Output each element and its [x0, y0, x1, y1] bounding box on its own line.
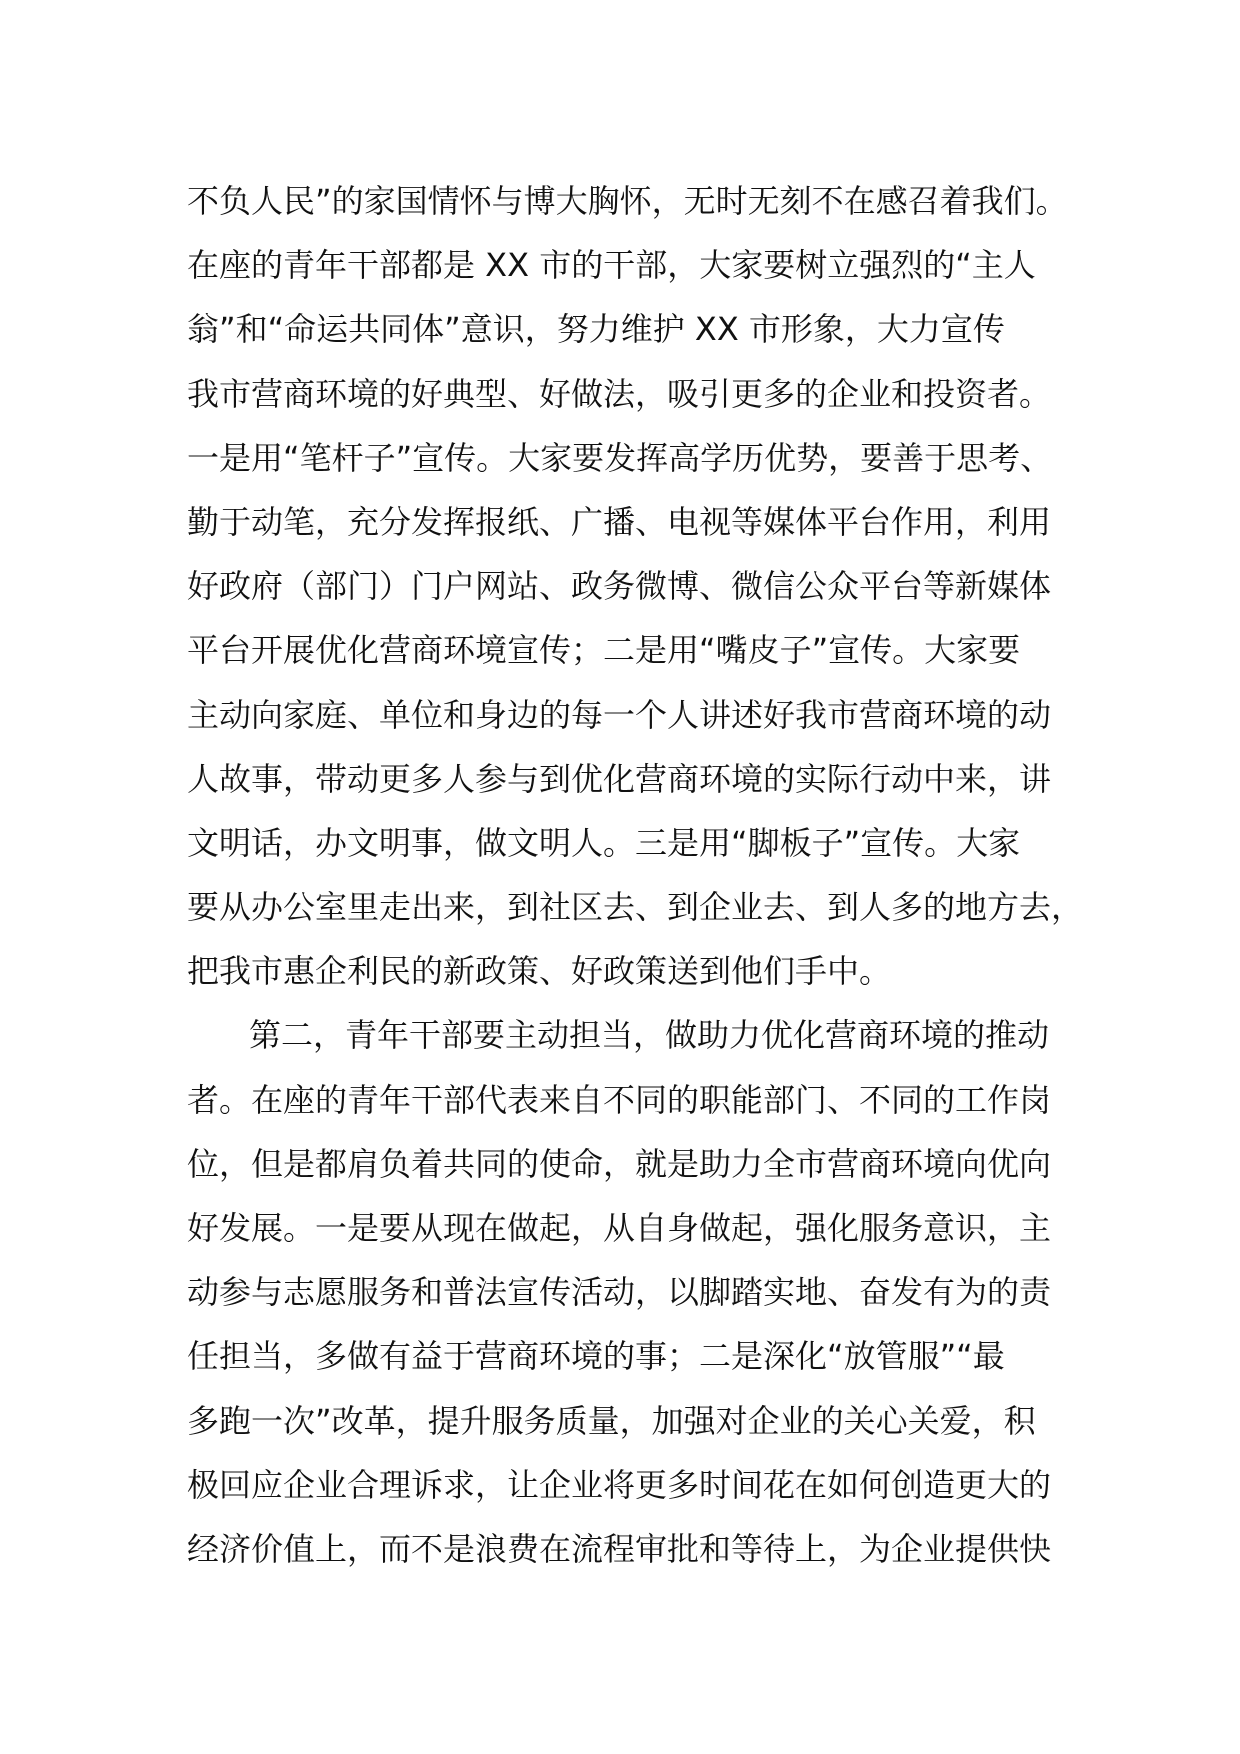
paragraph-start-line: 第二，青年干部要主动担当，做助力优化营商环境的推动	[249, 1016, 1050, 1055]
text-line: 位，但是都肩负着共同的使命，就是助力全市营商环境向优向	[187, 1144, 1052, 1183]
text-line: 把我市惠企利民的新政策、好政策送到他们手中。	[187, 952, 892, 991]
text-line: 经济价值上，而不是浪费在流程审批和等待上，为企业提供快	[187, 1529, 1052, 1568]
text-line: 平台开展优化营商环境宣传；二是用“嘴皮子”宣传。大家要	[187, 631, 1021, 670]
text-line: 人故事，带动更多人参与到优化营商环境的实际行动中来，讲	[187, 759, 1052, 798]
text-line: 多跑一次”改革，提升服务质量，加强对企业的关心关爱，积	[187, 1401, 1036, 1440]
text-line: 不负人民”的家国情怀与博大胸怀，无时无刻不在感召着我们。	[187, 182, 1068, 220]
text-line: 我市营商环境的好典型、好做法，吸引更多的企业和投资者。	[187, 374, 1052, 413]
text-line: 者。在座的青年干部代表来自不同的职能部门、不同的工作岗	[187, 1080, 1052, 1119]
text-line: 动参与志愿服务和普法宣传活动，以脚踏实地、奋发有为的责	[187, 1273, 1052, 1312]
text-line: 一是用“笔杆子”宣传。大家要发挥高学历优势，要善于思考、	[187, 438, 1053, 477]
text-line: 好政府（部门）门户网站、政务微博、微信公众平台等新媒体	[187, 567, 1052, 606]
text-line: 要从办公室里走出来，到社区去、到企业去、到人多的地方去，	[187, 888, 1084, 927]
text-line: 好发展。一是要从现在做起，从自身做起，强化服务意识，主	[187, 1209, 1052, 1247]
text-line: 翁”和“命运共同体”意识，努力维护 XX 市形象，大力宣传	[187, 310, 1005, 349]
body-text	[187, 169, 1087, 1581]
text-line: 文明话，办文明事，做文明人。三是用“脚板子”宣传。大家	[187, 823, 1021, 862]
text-line: 勤于动笔，充分发挥报纸、广播、电视等媒体平台作用，利用	[187, 502, 1052, 541]
text-line: 极回应企业合理诉求，让企业将更多时间花在如何创造更大的	[187, 1465, 1052, 1504]
text-line: 任担当，多做有益于营商环境的事；二是深化“放管服”“最	[187, 1337, 1005, 1376]
text-line: 在座的青年干部都是 XX 市的干部，大家要树立强烈的“主人	[187, 246, 1036, 285]
text-line: 主动向家庭、单位和身边的每一个人讲述好我市营商环境的动	[187, 695, 1052, 734]
